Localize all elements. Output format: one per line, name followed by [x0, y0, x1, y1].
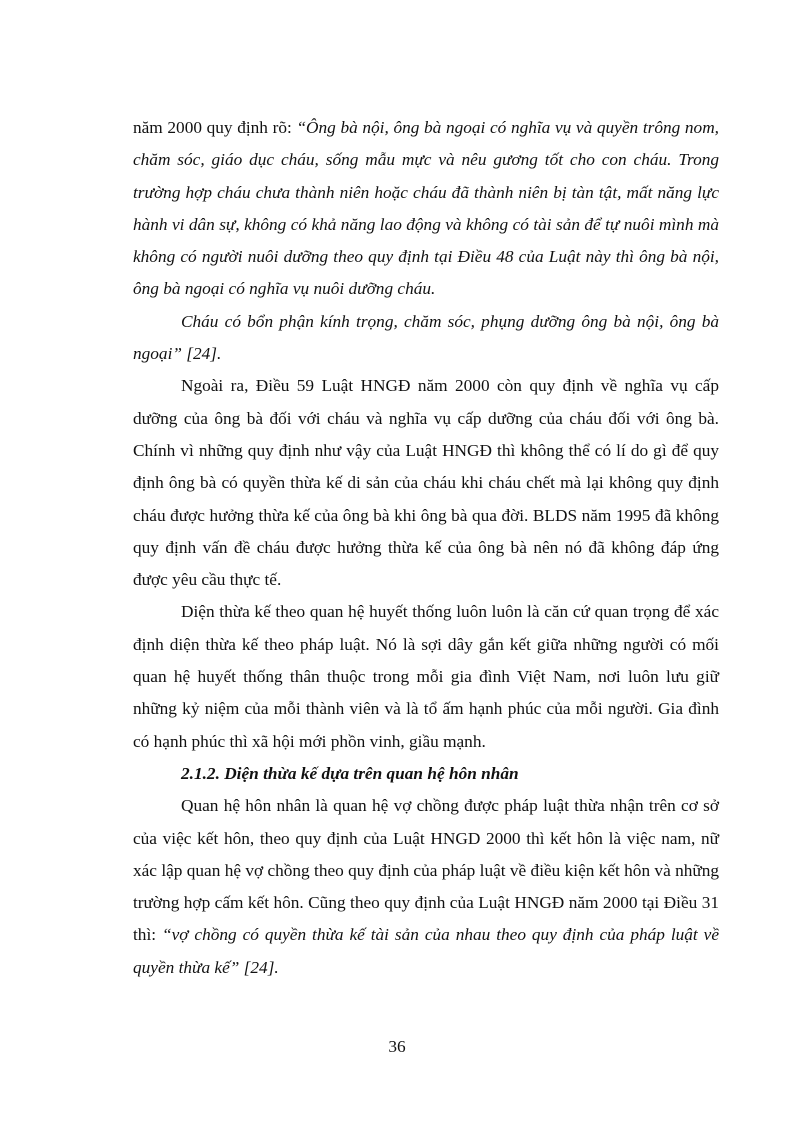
paragraph-1-quote: “Ông bà nội, ông bà ngoại có nghĩa vụ và quyền trông nom, chăm sóc, giáo dục cháu, sống mẫu mực và nêu gương tốt cho con cháu. Trong trường hợp cháu chưa thành niên hoặc cháu đã thành niên bị tàn tật, mất năng lực hành vi dân sự, không có khả năng lao động và không có tài sản để tự nuôi mình mà không có người nuôi dưỡng theo quy định tại Điều 48 của Luật này thì ông bà nội, ông bà ngoại có nghĩa vụ nuôi dưỡng cháu.: [133, 118, 719, 299]
page-number: 36: [388, 1037, 406, 1056]
paragraph-1: [133, 112, 719, 306]
paragraph-4: Diện thừa kế theo quan hệ huyết thống luôn luôn là căn cứ quan trọng để xác định diện thừa kế theo pháp luật. Nó là sợi dây gắn kết giữa những người có mối quan hệ huyết thống thân thuộc trong mỗi gia đình Việt Nam, nơi luôn lưu giữ những kỷ niệm của mỗi thành viên và là tổ ấm hạnh phúc của mỗi người. Gia đình có hạnh phúc thì xã hội mới phồn vinh, giầu mạnh.: [133, 602, 719, 751]
paragraph-5-text: Quan hệ hôn nhân là quan hệ vợ chồng được pháp luật thừa nhận trên cơ sở của việc kết hôn, theo quy định của Luật HNGD 2000 thì kết hôn là việc nam, nữ xác lập quan hệ vợ chồng theo quy định của pháp luật về điều kiện kết hôn và những trường hợp cấm kết hôn. Cũng theo quy định của Luật HNGĐ năm 2000 tại Điều 31 thì:: [133, 796, 719, 945]
paragraph-5-quote: “vợ chồng có quyền thừa kế tài sản của nhau theo quy định của pháp luật về quyền thừa kế” [24].: [133, 925, 719, 977]
paragraph-5: [133, 790, 719, 984]
document-body: [133, 112, 719, 984]
paragraph-1-text: năm 2000 quy định rõ:: [133, 118, 297, 137]
paragraph-3: Ngoài ra, Điều 59 Luật HNGĐ năm 2000 còn quy định về nghĩa vụ cấp dưỡng của ông bà đối với cháu và nghĩa vụ cấp dưỡng của cháu đối với ông bà. Chính vì những quy định như vậy của Luật HNGĐ thì không thể có lí do gì để quy định ông bà có quyền thừa kế di sản của cháu khi cháu chết mà lại không quy định cháu được hưởng thừa kế của ông bà khi ông bà qua đời. BLDS năm 1995 đã không quy định vấn đề cháu được hưởng thừa kế của ông bà nên nó đã không đáp ứng được yêu cầu thực tế.: [133, 376, 719, 590]
section-heading: 2.1.2. Diện thừa kế dựa trên quan hệ hôn nhân: [181, 763, 519, 783]
paragraph-2-quote: Cháu có bổn phận kính trọng, chăm sóc, phụng dưỡng ông bà nội, ông bà ngoại” [24].: [133, 311, 719, 364]
